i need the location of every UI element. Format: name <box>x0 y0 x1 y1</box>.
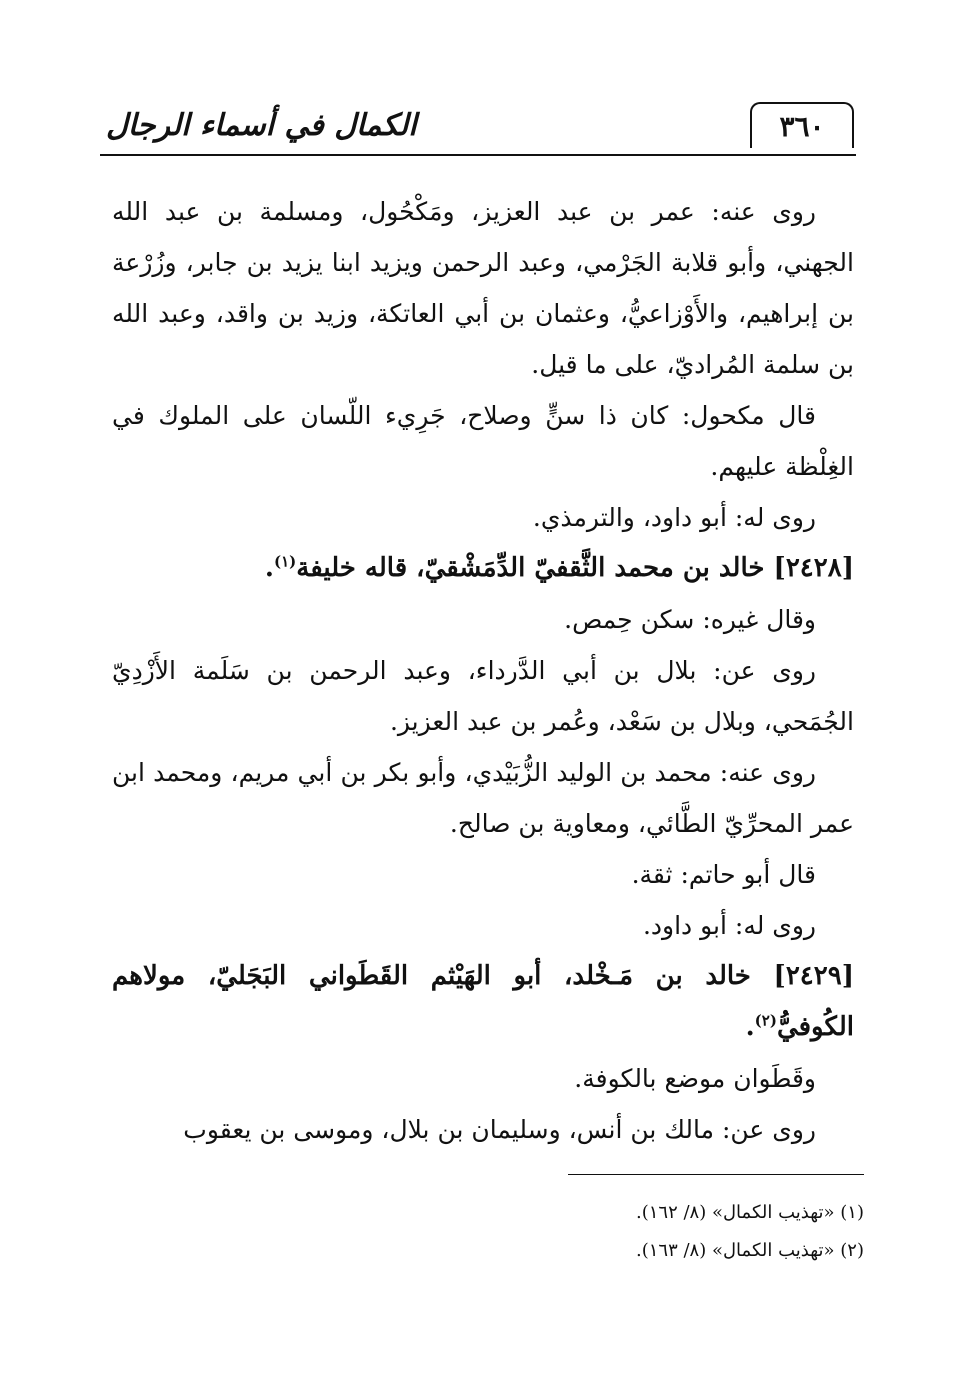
paragraph: قال أبو حاتم: ثقة. <box>631 860 816 889</box>
paragraph: روى له: أبو داود. <box>642 911 816 940</box>
running-title: الكمال في أسماء الرجال <box>106 107 417 143</box>
footnote-separator <box>568 1174 864 1175</box>
entry-heading-end: . <box>264 553 274 583</box>
paragraph: روى عنه: عمر بن عبد العزيز، ومَكْحُول، ومسلمة بن عبد الله الجهني، وأبو قلابة الجَرْمي، وعبد الرحمن ويزيد ابنا يزيد بن جابر، وزُرْعة بن إبراهيم، والأَوْزاعيُّ، وعثمان بن أبي العاتكة، وزيد بن واقد، وعبد الله بن سلمة المُراديّ، على ما قيل. <box>112 197 854 379</box>
page-header <box>100 98 856 156</box>
entry-heading-text: [٢٤٢٨] خالد بن محمد الثَّقفيّ الدِّمَشْقيّ، قاله خليفة <box>296 553 854 583</box>
header-rule <box>100 154 856 156</box>
paragraph: روى عن: مالك بن أنس، وسليمان بن بلال، وموسى بن يعقوب <box>183 1115 816 1144</box>
footnote-2: (٢) «تهذيب الكمال» (٨/ ١٦٣). <box>635 1240 864 1261</box>
page-number: ٣٦٠ <box>750 102 854 148</box>
paragraph: قال مكحول: كان ذا سنٍّ وصلاح، جَرِيء اللّسان على الملوك في الغِلْظة عليهم. <box>112 401 854 481</box>
paragraph: روى له: أبو داود، والترمذي. <box>532 503 816 532</box>
footnotes <box>400 1194 864 1270</box>
entry-heading-2429 <box>112 951 854 1053</box>
footnote-ref[interactable]: (١) <box>273 552 297 571</box>
paragraph: وقال غيره: سكن حِمص. <box>564 605 816 634</box>
footnote-1: (١) «تهذيب الكمال» (٨/ ١٦٢). <box>635 1202 864 1223</box>
entry-heading-end: . <box>745 1012 755 1042</box>
paragraph: وقَطَوان موضع بالكوفة. <box>574 1064 816 1093</box>
entry-heading-2428 <box>112 543 854 594</box>
footnote-ref[interactable]: (٢) <box>754 1011 777 1030</box>
main-text <box>112 186 854 1155</box>
entry-heading-text: [٢٤٢٩] خالد بن مَـخْلد، أبو الهَيْثم القَطَواني البَجَليّ، مولاهم الكُوفيُّ <box>112 961 854 1042</box>
paragraph: روى عنه: محمد بن الوليد الزُّبَيْدي، وأبو بكر بن أبي مريم، ومحمد ابن عمر المحرِّيّ الطَّائي، ومعاوية بن صالح. <box>112 758 854 838</box>
paragraph: روى عن: بلال بن أبي الدَّرداء، وعبد الرحمن بن سَلَمة الأَزْدِيّ الجُمَحي، وبلال بن سَعْد، وعُمر بن عبد العزيز. <box>112 656 854 736</box>
